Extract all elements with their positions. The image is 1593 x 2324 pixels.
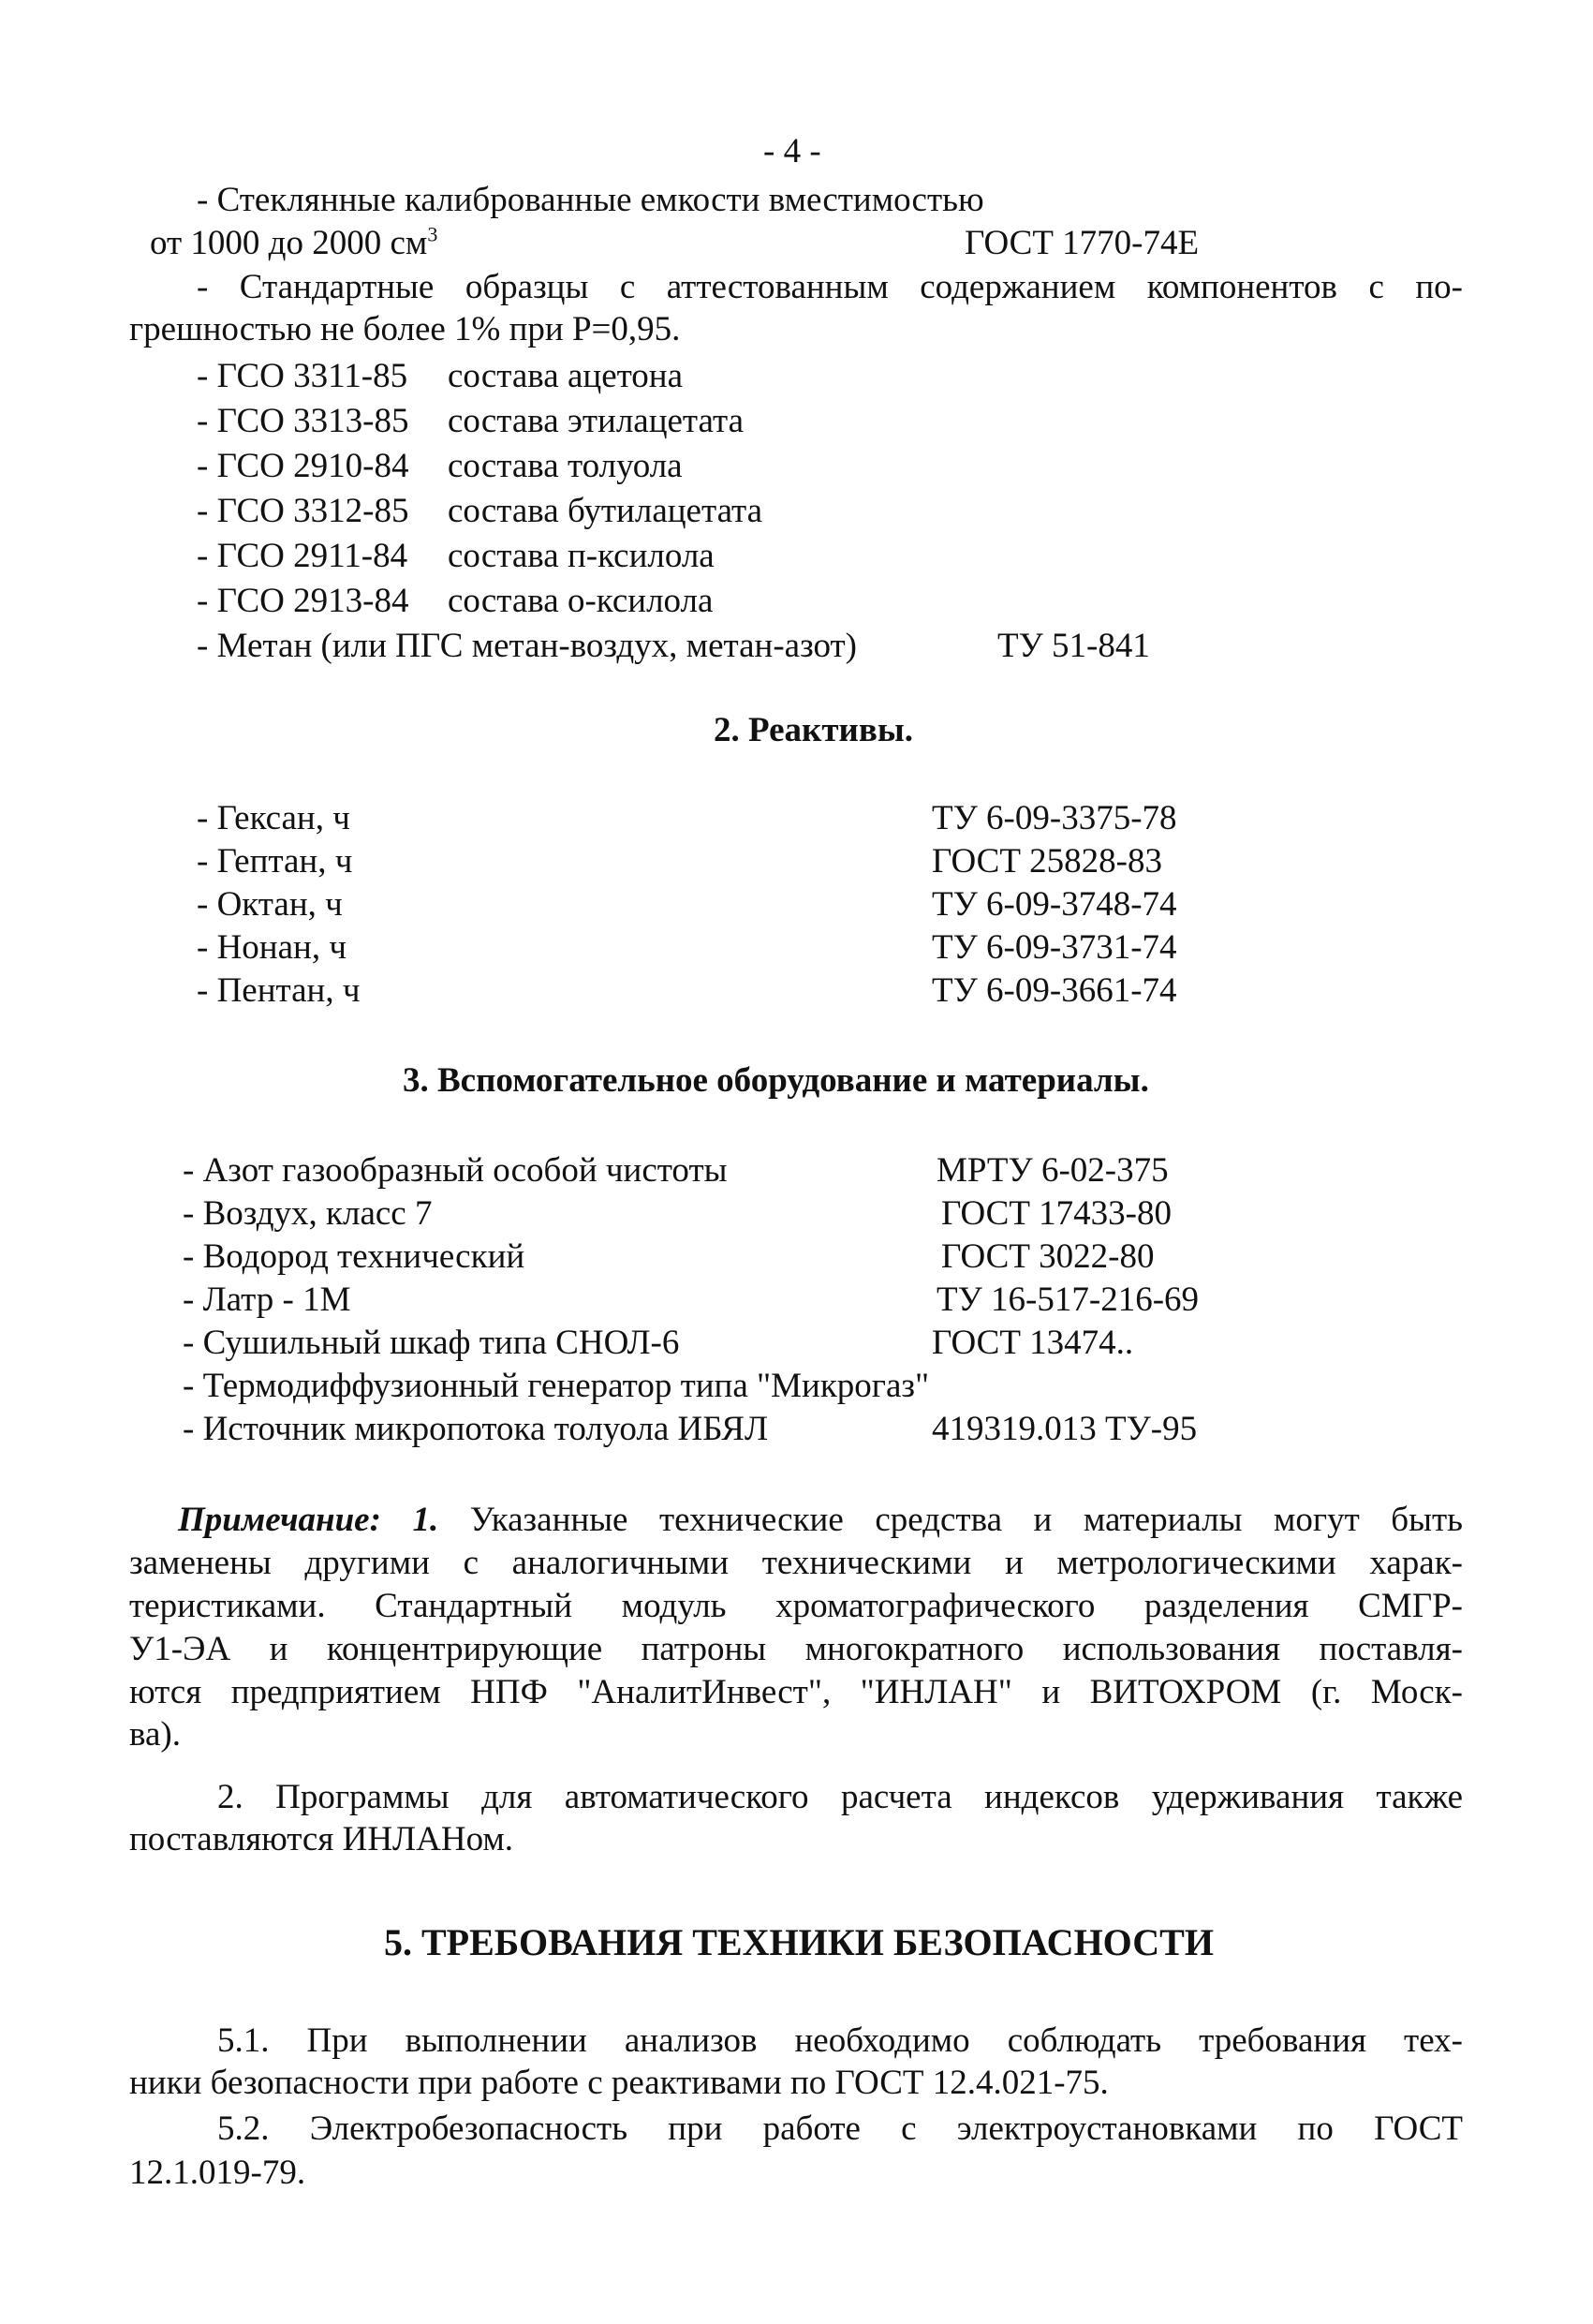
gso-code: - ГСО 3313-85 <box>197 402 409 440</box>
reagent-ref: ТУ 6-09-3661-74 <box>932 971 1177 1010</box>
note-line: ются предприятием НПФ "АналитИнвест", "ИНЛАН" и ВИТОХРОМ (г. Моск- <box>129 1673 1463 1711</box>
reagent-name: - Гексан, ч <box>197 799 350 837</box>
aux-item-name: - Водород технический <box>183 1237 525 1276</box>
equipment-line: грешностью не более 1% при Р=0,95. <box>129 310 681 348</box>
gso-desc: состава этилацетата <box>448 402 745 440</box>
aux-item-name: - Воздух, класс 7 <box>183 1194 433 1233</box>
aux-item-name: - Термодиффузионный генератор типа "Микрогаз" <box>183 1367 930 1405</box>
gso-desc: состава п-ксилола <box>448 537 715 575</box>
aux-item-ref: 419319.013 ТУ-95 <box>932 1410 1198 1448</box>
gso-code: - ГСО 3312-85 <box>197 492 409 530</box>
section-5-paragraph: ники безопасности при работе с реактивами по ГОСТ 12.4.021-75. <box>129 2064 1109 2102</box>
note-label: Примечание: 1. <box>178 1501 439 1539</box>
gso-desc: состава толуола <box>448 447 683 485</box>
aux-item-name: - Латр - 1М <box>183 1280 351 1319</box>
note-line: 2. Программы для автоматического расчета индексов удерживания также <box>217 1778 1463 1816</box>
aux-item-ref: ГОСТ 17433-80 <box>941 1194 1172 1233</box>
reagent-name: - Гептан, ч <box>197 842 353 881</box>
section-3-title: 3. Вспомогательное оборудование и материалы. <box>403 1061 1149 1100</box>
note-line: заменены другими с аналогичными техническими и метрологическими харак- <box>129 1544 1463 1582</box>
reagent-ref: ТУ 6-09-3731-74 <box>932 928 1177 967</box>
reagent-name: - Нонан, ч <box>197 928 347 967</box>
gso-desc: состава бутилацетата <box>448 492 763 530</box>
equipment-text: от 1000 до 2000 см <box>150 224 428 262</box>
methane-ref: ТУ 51-841 <box>997 627 1150 665</box>
gso-code: - ГСО 2910-84 <box>197 447 409 485</box>
gso-code: - ГСО 3311-85 <box>197 357 408 395</box>
aux-item-ref: ТУ 16-517-216-69 <box>937 1280 1200 1319</box>
gso-desc: состава о-ксилола <box>448 582 714 620</box>
reagent-ref: ТУ 6-09-3748-74 <box>932 885 1177 924</box>
section-5-paragraph: 5.2. Электробезопасность при работе с электроустановками по ГОСТ <box>217 2109 1463 2148</box>
methane-line: - Метан (или ПГС метан-воздух, метан-азот) <box>197 627 858 665</box>
reagent-ref: ГОСТ 25828-83 <box>932 842 1162 881</box>
note-line: поставляются ИНЛАНом. <box>129 1820 514 1858</box>
equipment-paragraph: - Стандартные образцы с аттестованным содержанием компонентов с по- <box>197 268 1463 306</box>
note-line <box>178 1499 1463 1542</box>
note-text: Указанные технические средства и материалы могут быть <box>469 1501 1464 1539</box>
reagent-name: - Октан, ч <box>197 885 343 924</box>
aux-item-name: - Азот газообразный особой чистоты <box>183 1151 728 1190</box>
note-line: У1-ЭА и концентрирующие патроны многократного использования поставля- <box>129 1630 1463 1668</box>
reagent-name: - Пентан, ч <box>197 971 361 1010</box>
equipment-line: - Стеклянные калиброванные емкости вместимостью <box>197 181 984 219</box>
equipment-ref: ГОСТ 1770-74Е <box>965 224 1200 262</box>
note-line: теристиками. Стандартный модуль хроматографического разделения СМГР- <box>129 1587 1463 1625</box>
section-5-paragraph: 12.1.019-79. <box>129 2154 306 2192</box>
gso-desc: состава ацетона <box>448 357 684 395</box>
note-line: ва). <box>129 1715 181 1754</box>
superscript: 3 <box>427 222 438 246</box>
page-number: - 4 - <box>763 132 821 170</box>
gso-code: - ГСО 2913-84 <box>197 582 409 620</box>
aux-item-ref: ГОСТ 13474.. <box>932 1324 1134 1362</box>
equipment-line <box>150 223 437 264</box>
aux-item-name: - Источник микропотока толуола ИБЯЛ <box>183 1410 769 1448</box>
section-2-title: 2. Реактивы. <box>714 711 913 749</box>
gso-code: - ГСО 2911-84 <box>197 537 408 575</box>
aux-item-ref: ГОСТ 3022-80 <box>941 1237 1155 1276</box>
section-5-title: 5. ТРЕБОВАНИЯ ТЕХНИКИ БЕЗОПАСНОСТИ <box>384 1921 1214 1963</box>
aux-item-name: - Сушильный шкаф типа СНОЛ-6 <box>183 1324 680 1362</box>
section-5-paragraph: 5.1. При выполнении анализов необходимо соблюдать требования тех- <box>217 2021 1463 2060</box>
reagent-ref: ТУ 6-09-3375-78 <box>932 799 1177 837</box>
aux-item-ref: МРТУ 6-02-375 <box>937 1151 1169 1190</box>
